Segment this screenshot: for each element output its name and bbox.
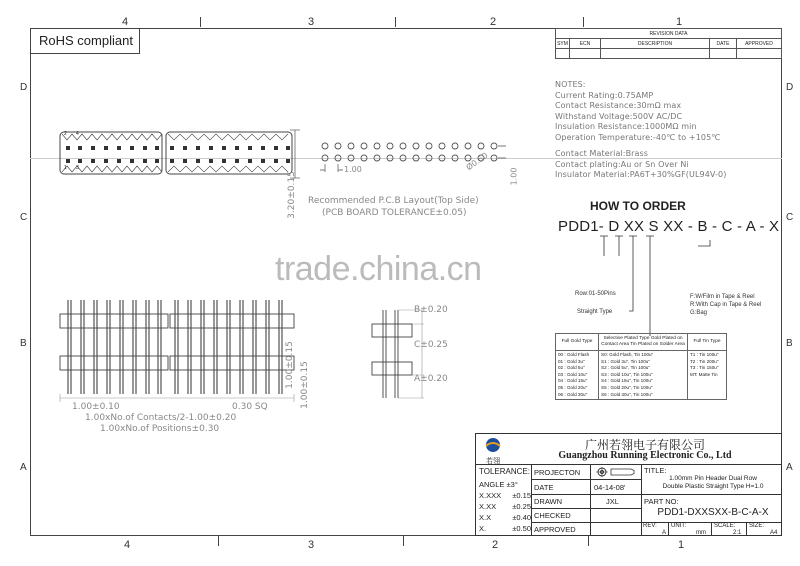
company-logo (480, 437, 506, 465)
selective-options (599, 351, 688, 400)
tolerance-key: ANGLE (479, 480, 505, 489)
revision-col-date: DATE (710, 39, 737, 49)
tolerance-x (479, 513, 531, 522)
projection-symbol-icon (596, 467, 636, 477)
company-name-cn: 广州若翎电子有限公司 (584, 438, 705, 452)
packaging-options (690, 293, 761, 317)
how-to-order-title: HOW TO ORDER (590, 199, 686, 213)
tolerance-key: X.XX (479, 502, 497, 511)
gold-option: 06 : Gold 30u" (558, 391, 588, 397)
side-dimension-2: 1.00±0.15 (300, 361, 310, 409)
tolerance-xx (479, 502, 531, 511)
rohs-compliant-label: RoHS compliant (30, 28, 140, 54)
title-block (475, 433, 782, 536)
gold-option: 04 : Gold 15u" (558, 378, 588, 384)
revision-col-approved: APPROVED (737, 39, 782, 49)
selective-option: S1 : Gold 3u", Tin 100u" (601, 358, 650, 364)
rev-label: REV: (643, 523, 657, 529)
zone-letter-left-b: B (20, 338, 27, 349)
logo-text: 若翎 (486, 458, 500, 465)
gold-option: 05 : Gold 20u" (558, 384, 588, 390)
pcb-layout-caption: Recommended P.C.B Layout(Top Side) (308, 196, 479, 206)
b-dimension: B±0.20 (414, 305, 448, 315)
zone-number-bottom-4: 4 (124, 539, 131, 551)
zone-letter-right-a: A (786, 462, 793, 473)
zone-divider (583, 17, 584, 27)
scale-label: SCALE: (714, 523, 736, 529)
unit-label: UNIT: (671, 523, 686, 529)
checked-label: CHECKED (534, 511, 571, 520)
plating-header-selective: Selective Plated Type Gold Plated on Contact Area Tin Plated on Solder Area (599, 334, 688, 351)
tin-option: T2 : Tin 200u" (690, 358, 719, 364)
selective-option: S0: Gold Flash, Tin 100u" (601, 352, 654, 357)
approved-label: APPROVED (534, 525, 576, 534)
selective-option: S6 : Gold 30u", Tin 100u" (601, 391, 653, 397)
zone-divider (403, 536, 404, 546)
height-dimension: 3.20±0.15 (287, 171, 297, 219)
tolerance-xxx (479, 491, 531, 500)
revision-col-sym: SYM (557, 40, 568, 47)
zone-number-top-2: 2 (490, 16, 497, 28)
row-spacing-dimension: 1.00 (509, 167, 519, 186)
date-value: 04-14-08' (594, 483, 626, 492)
plating-header-full-gold: Full Gold Type (556, 334, 599, 351)
zone-number-top-1: 1 (676, 16, 683, 28)
revision-title: REVISION DATA (556, 29, 782, 39)
tolerance-value: ±0.15 (512, 491, 531, 500)
tolerance-value: ±0.25 (512, 502, 531, 511)
pin-pitch-dimension: 1.00±0.10 (72, 402, 120, 412)
zone-letter-right-d: D (786, 82, 794, 93)
note-line: Contact Resistance:30mΩ max (555, 101, 682, 110)
tolerance-value: ±0.50 (512, 524, 531, 533)
company-name-en: Guangzhou Running Electronic Co., Ltd (558, 450, 732, 461)
revision-table (555, 28, 782, 59)
zone-letter-left-c: C (20, 212, 28, 223)
zone-letter-right-c: C (786, 212, 794, 223)
note-line: Contact plating:Au or Sn Over Ni (555, 159, 689, 169)
drawn-value: JXL (606, 497, 619, 506)
revision-col-ecn: ECN (570, 39, 601, 49)
tolerance-x-dot (479, 524, 531, 533)
title-line-2: Double Plastic Straight Type H=1.0 (662, 483, 764, 490)
zone-letter-right-b: B (786, 338, 793, 349)
order-code-leader-lines (555, 232, 775, 337)
tin-option: T3 : Tin 150u" (690, 365, 719, 371)
scale-value: 2:1 (733, 530, 742, 536)
zone-divider (218, 536, 219, 546)
zone-letter-left-d: D (20, 82, 28, 93)
pitch-dimension: 1.00 (344, 165, 362, 174)
gold-option: 03 : Gold 10u" (558, 371, 588, 377)
note-line: Insulation Resistance:1000MΩ min (555, 122, 697, 131)
contacts-dimension: 1.00xNo.of Contacts/2-1.00±0.20 (85, 413, 237, 423)
tolerance-value: ±3° (506, 480, 518, 489)
pin-label: 2 (64, 131, 67, 137)
notes-block (555, 80, 726, 181)
order-code: PDD1- D XX S XX - B - C - A - X (558, 218, 780, 235)
zone-letter-left-a: A (20, 462, 27, 473)
zone-divider (395, 17, 396, 27)
zone-number-top-3: 3 (308, 16, 315, 28)
pcb-tolerance-caption: (PCB BOARD TOLERANCE±0.05) (322, 208, 467, 218)
size-label: SIZE: (749, 523, 765, 529)
straight-type-label: Straight Type (577, 309, 613, 315)
projection-label: PROJECTON (534, 468, 581, 477)
notes-heading: NOTES: (555, 80, 586, 89)
tolerance-key: X.X (479, 513, 492, 522)
pin-label: 1 (64, 165, 67, 171)
tolerance-key: X. (479, 524, 487, 533)
tolerance-angle (479, 480, 518, 489)
watermark: trade.china.cn (275, 250, 482, 288)
plating-header-full-tin: Full Tin Type (688, 334, 727, 351)
side-view-drawing (370, 300, 430, 400)
zone-number-bottom-2: 2 (492, 539, 499, 551)
zone-number-top-4: 4 (122, 16, 129, 28)
tolerance-label: TOLERANCE: (479, 467, 530, 476)
tolerance-key: X.XXX (479, 491, 502, 500)
note-line: Withstand Voltage:500V AC/DC (555, 111, 683, 121)
note-line: Current Rating:0.75AMP (555, 90, 654, 100)
note-line: Insulator Material:PA6T+30%GF(UL94V-0) (555, 170, 727, 179)
tin-options (688, 351, 727, 400)
unit-value: mm (696, 530, 706, 536)
date-label: DATE (534, 483, 554, 492)
part-no-label: PART NO: (644, 497, 679, 506)
zone-divider (588, 536, 589, 546)
rev-value: A (662, 530, 667, 536)
tin-option: MT: Matte Tin (690, 371, 718, 377)
a-dimension: A±0.20 (414, 374, 448, 384)
gold-option: 01 : Gold 3u" (558, 358, 585, 364)
zone-divider (200, 17, 201, 27)
drawn-label: DRAWN (534, 497, 563, 506)
packaging-option: G:Bag (690, 310, 708, 316)
selective-option: S2 : Gold 5u", Tin 100u" (601, 365, 650, 371)
zone-number-bottom-1: 1 (678, 539, 685, 551)
plating-table (555, 333, 727, 400)
title-label: TITLE: (644, 466, 667, 475)
gold-option: 02 : Gold 5u" (558, 365, 585, 371)
size-value: A4 (770, 530, 778, 536)
zone-number-bottom-3: 3 (308, 539, 315, 551)
title-line-1: 1.00mm Pin Header Dual Row (669, 475, 757, 482)
tolerance-value: ±0.40 (512, 513, 531, 522)
front-view-drawing (58, 296, 308, 408)
pin-label: 3 (76, 165, 79, 171)
tin-option: T1 : Tin 100u" (690, 352, 719, 357)
c-dimension: C±0.25 (414, 340, 448, 350)
selective-option: S5 : Gold 20u", Tin 100u" (601, 384, 653, 390)
selective-option: S3 : Gold 10u", Tin 100u" (601, 371, 653, 377)
pin-square-dimension: 0.30 SQ (232, 402, 268, 412)
gold-option: 00 : Gold Flash (558, 352, 590, 357)
logo-icon (480, 437, 506, 453)
packaging-option: F:W/Film in Tape & Reel (690, 294, 755, 300)
gold-options (556, 351, 599, 400)
side-dimension-1: 1.00±0.15 (285, 341, 295, 389)
selective-option: S4 : Gold 15u", Tin 100u" (601, 378, 653, 384)
note-line: Contact Material:Brass (555, 149, 649, 158)
positions-dimension: 1.00xNo.of Positions±0.30 (100, 424, 220, 434)
note-line: Operation Temperature:-40℃ to +105℃ (555, 132, 721, 142)
top-view-drawing (58, 128, 298, 178)
row-pins-label: Row:01-50Pins (575, 291, 616, 297)
packaging-option: R:With Cap in Tape & Reel (690, 302, 762, 308)
part-number: PDD1-DXXSXX-B-C-A-X (657, 507, 769, 518)
revision-col-description: DESCRIPTION (601, 39, 710, 49)
pin-label: 4 (76, 131, 79, 137)
hole-diameter-dimension: Ø0.50 (464, 150, 490, 173)
